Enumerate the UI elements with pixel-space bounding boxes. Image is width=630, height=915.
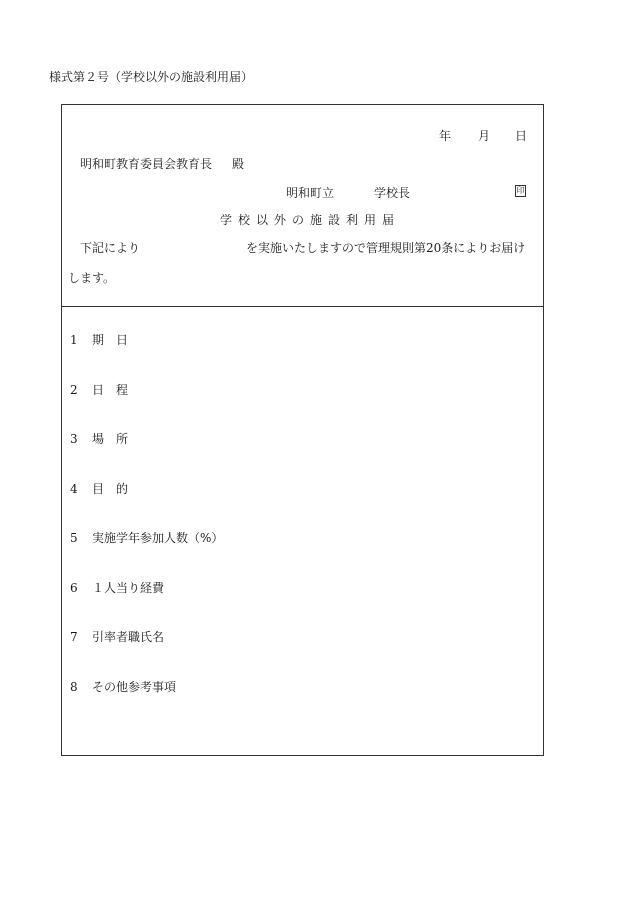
item-number: 8: [70, 680, 78, 694]
form-title: 学校以外の施設利用届: [220, 213, 401, 227]
header-divider: [61, 306, 544, 307]
item-label: 引率者職氏名: [92, 630, 165, 644]
item-other: [70, 681, 176, 693]
item-chaperone: [70, 631, 164, 643]
item-label: 日 程: [92, 383, 129, 397]
item-label: 期 日: [92, 333, 129, 347]
form-number: 様式第２号（学校以外の施設利用届）: [49, 70, 254, 84]
item-number: 1: [70, 333, 78, 347]
item-number: 2: [70, 383, 78, 397]
item-label: その他参考事項: [92, 680, 177, 694]
date-month-label: 月: [478, 129, 491, 143]
addressee-honorific: 殿: [232, 157, 245, 171]
item-label: 目 的: [92, 482, 129, 496]
item-number: 5: [70, 531, 78, 545]
body-prefix: 下記により: [80, 241, 141, 255]
item-label: 場 所: [92, 432, 129, 446]
item-schedule: [70, 384, 128, 396]
item-number: 4: [70, 482, 78, 496]
item-purpose: [70, 483, 128, 495]
body-end: します。: [68, 271, 116, 285]
sender-school: 学校長: [374, 186, 411, 200]
item-number: 6: [70, 581, 78, 595]
addressee-name: 明和町教育委員会教育長: [80, 157, 213, 171]
item-date: [70, 334, 128, 346]
item-number: 3: [70, 432, 78, 446]
date-year-label: 年: [439, 129, 452, 143]
item-label: 実施学年参加人数（%）: [92, 531, 224, 545]
item-cost: [70, 582, 164, 594]
sender-town: 明和町立: [286, 186, 335, 200]
item-participants: [70, 532, 223, 544]
form-box: [61, 104, 544, 756]
item-place: [70, 433, 128, 445]
item-number: 7: [70, 630, 78, 644]
date-day-label: 日: [515, 129, 528, 143]
seal-icon: 印: [516, 186, 525, 195]
item-label: １人当り経費: [92, 581, 165, 595]
body-main: を実施いたしますので管理規則第20条によりお届け: [246, 241, 526, 255]
